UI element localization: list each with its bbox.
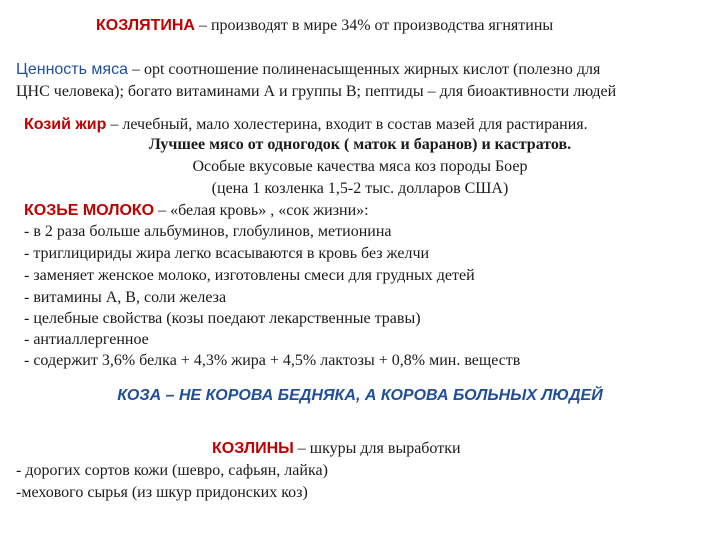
goat-milk-text: – «белая кровь» , «сок жизни»: (154, 202, 369, 219)
meat-value-text: – opt соотношение полиненасыщенных жирных кислот (полезно для (127, 61, 601, 78)
goat-milk-term: КОЗЬЕ МОЛОКО (24, 202, 155, 219)
goat-meat-term: КОЗЛЯТИНА (96, 17, 195, 34)
milk-item: - антиаллергенное (24, 331, 149, 348)
goat-fat-line (24, 115, 588, 135)
goat-fat-term: Козий жир (24, 116, 107, 133)
meat-value-line-2: ЦНС человека); богато витаминами А и группы В; пептиды – для биоактивности людей (16, 83, 617, 100)
skins-item: -мехового сырья (из шкур придонских коз) (16, 484, 308, 501)
goat-meat-heading (96, 16, 553, 36)
meat-value-line-1 (16, 60, 600, 80)
goat-skins-text: – шкуры для выработки (293, 440, 461, 457)
milk-item: - содержит 3,6% белка + 4,3% жира + 4,5% лактозы + 0,8% мин. веществ (24, 352, 521, 369)
meat-value-term: Ценность мяса (16, 61, 128, 78)
skins-item: - дорогих сортов кожи (шевро, сафьян, лайка) (16, 462, 328, 479)
goat-fat-text: – лечебный, мало холестерина, входит в состав мазей для растирания. (106, 116, 588, 133)
goat-skins-term: КОЗЛИНЫ (212, 440, 294, 457)
milk-item: - заменяет женское молоко, изготовлены смеси для грудных детей (24, 267, 475, 284)
goat-meat-text: – производят в мире 34% от производства ягнятины (194, 17, 554, 34)
milk-item: - триглицириды жира легко всасываются в кровь без желчи (24, 245, 430, 262)
goat-milk-heading (24, 201, 369, 221)
best-meat-line: Лучшее мясо от одногодок ( маток и баранов) и кастратов. (148, 136, 572, 153)
boer-line-2: (цена 1 козленка 1,5-2 тыс. долларов США) (211, 180, 509, 197)
milk-item: - витамины А, В, соли железа (24, 289, 227, 306)
goat-skins-heading (212, 439, 461, 459)
milk-item: - целебные свойства (козы поедают лекарственные травы) (24, 310, 421, 327)
milk-item: - в 2 раза больше альбуминов, глобулинов, метионина (24, 223, 392, 240)
slogan: КОЗА – НЕ КОРОВА БЕДНЯКА, А КОРОВА БОЛЬНЫХ ЛЮДЕЙ (117, 387, 603, 404)
boer-line-1: Особые вкусовые качества мяса коз породы Боер (192, 158, 528, 175)
